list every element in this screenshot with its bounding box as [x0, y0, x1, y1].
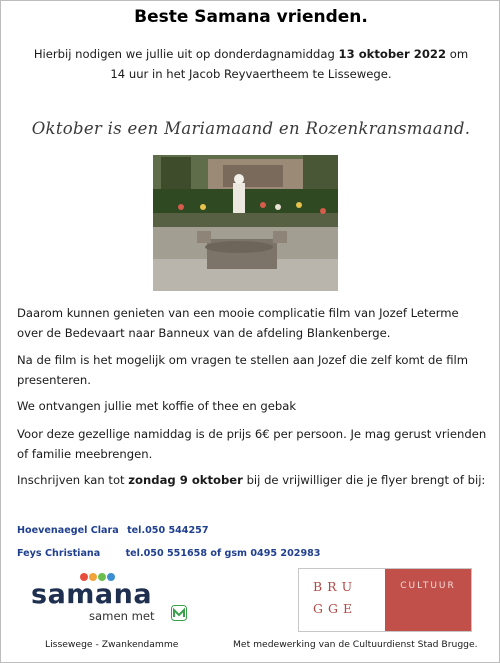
registration-text-2: bij de vrijwilliger die je flyer brengt of bij: — [242, 473, 486, 487]
cultuur-block — [385, 569, 471, 631]
intro-text-2: om — [446, 47, 469, 61]
contact-1 — [17, 525, 209, 536]
paragraph-price: Voor deze gezellige namiddag is de prijs 6€ per persoon. Je mag gerust vrienden of familie meebrengen. — [17, 427, 487, 461]
paragraph-coffee: We ontvangen jullie met koffie of thee en gebak — [17, 399, 297, 413]
footer-right: Met medewerking van de Cultuurdienst Stad Brugge. — [233, 639, 478, 650]
event-date: 13 oktober 2022 — [338, 47, 447, 61]
paragraph-registration — [17, 470, 487, 490]
invitation-intro — [21, 44, 481, 84]
brugge-text-2: GGE — [313, 601, 358, 616]
brugge-block — [299, 569, 385, 631]
contact-2-phone: tel.050 551658 of gsm 0495 202983 — [125, 548, 321, 559]
partner-mark-icon — [171, 605, 187, 621]
samana-wordmark: samana — [31, 579, 153, 610]
samana-tagline: samen met — [89, 609, 155, 623]
contact-1-phone: tel.050 544257 — [127, 525, 209, 536]
paragraph-film: Daarom kunnen genieten van een mooie complicatie film van Jozef Leterme over de Bedevaart naar Banneux van de afdeling Blankenberge. — [17, 306, 459, 340]
footer-left: Lissewege - Zwankendamme — [45, 639, 179, 650]
script-heading: Oktober is een Mariamaand en Rozenkransmaand. — [31, 119, 471, 138]
cultuur-text: CULTUUR — [400, 581, 456, 591]
contact-2 — [17, 548, 320, 559]
intro-text-3: 14 uur in het Jacob Reyvaertheem te Lissewege. — [110, 67, 392, 81]
intro-text-1: Hierbij nodigen we jullie uit op donderdagnamiddag — [33, 47, 339, 61]
brugge-text-1: BRU — [313, 579, 358, 594]
page-title: Beste Samana vrienden. — [134, 7, 368, 27]
brugge-cultuur-logo — [298, 568, 472, 632]
registration-deadline: zondag 9 oktober — [128, 473, 243, 487]
samana-logo — [31, 571, 196, 626]
contact-1-name: Hoevenaegel Clara — [17, 525, 119, 536]
contact-2-name: Feys Christiana — [17, 548, 101, 559]
paragraph-questions: Na de film is het mogelijk om vragen te stellen aan Jozef die zelf komt de film presenteren. — [17, 353, 469, 387]
registration-text-1: Inschrijven kan tot — [17, 473, 129, 487]
mary-shrine-photo — [153, 155, 338, 291]
